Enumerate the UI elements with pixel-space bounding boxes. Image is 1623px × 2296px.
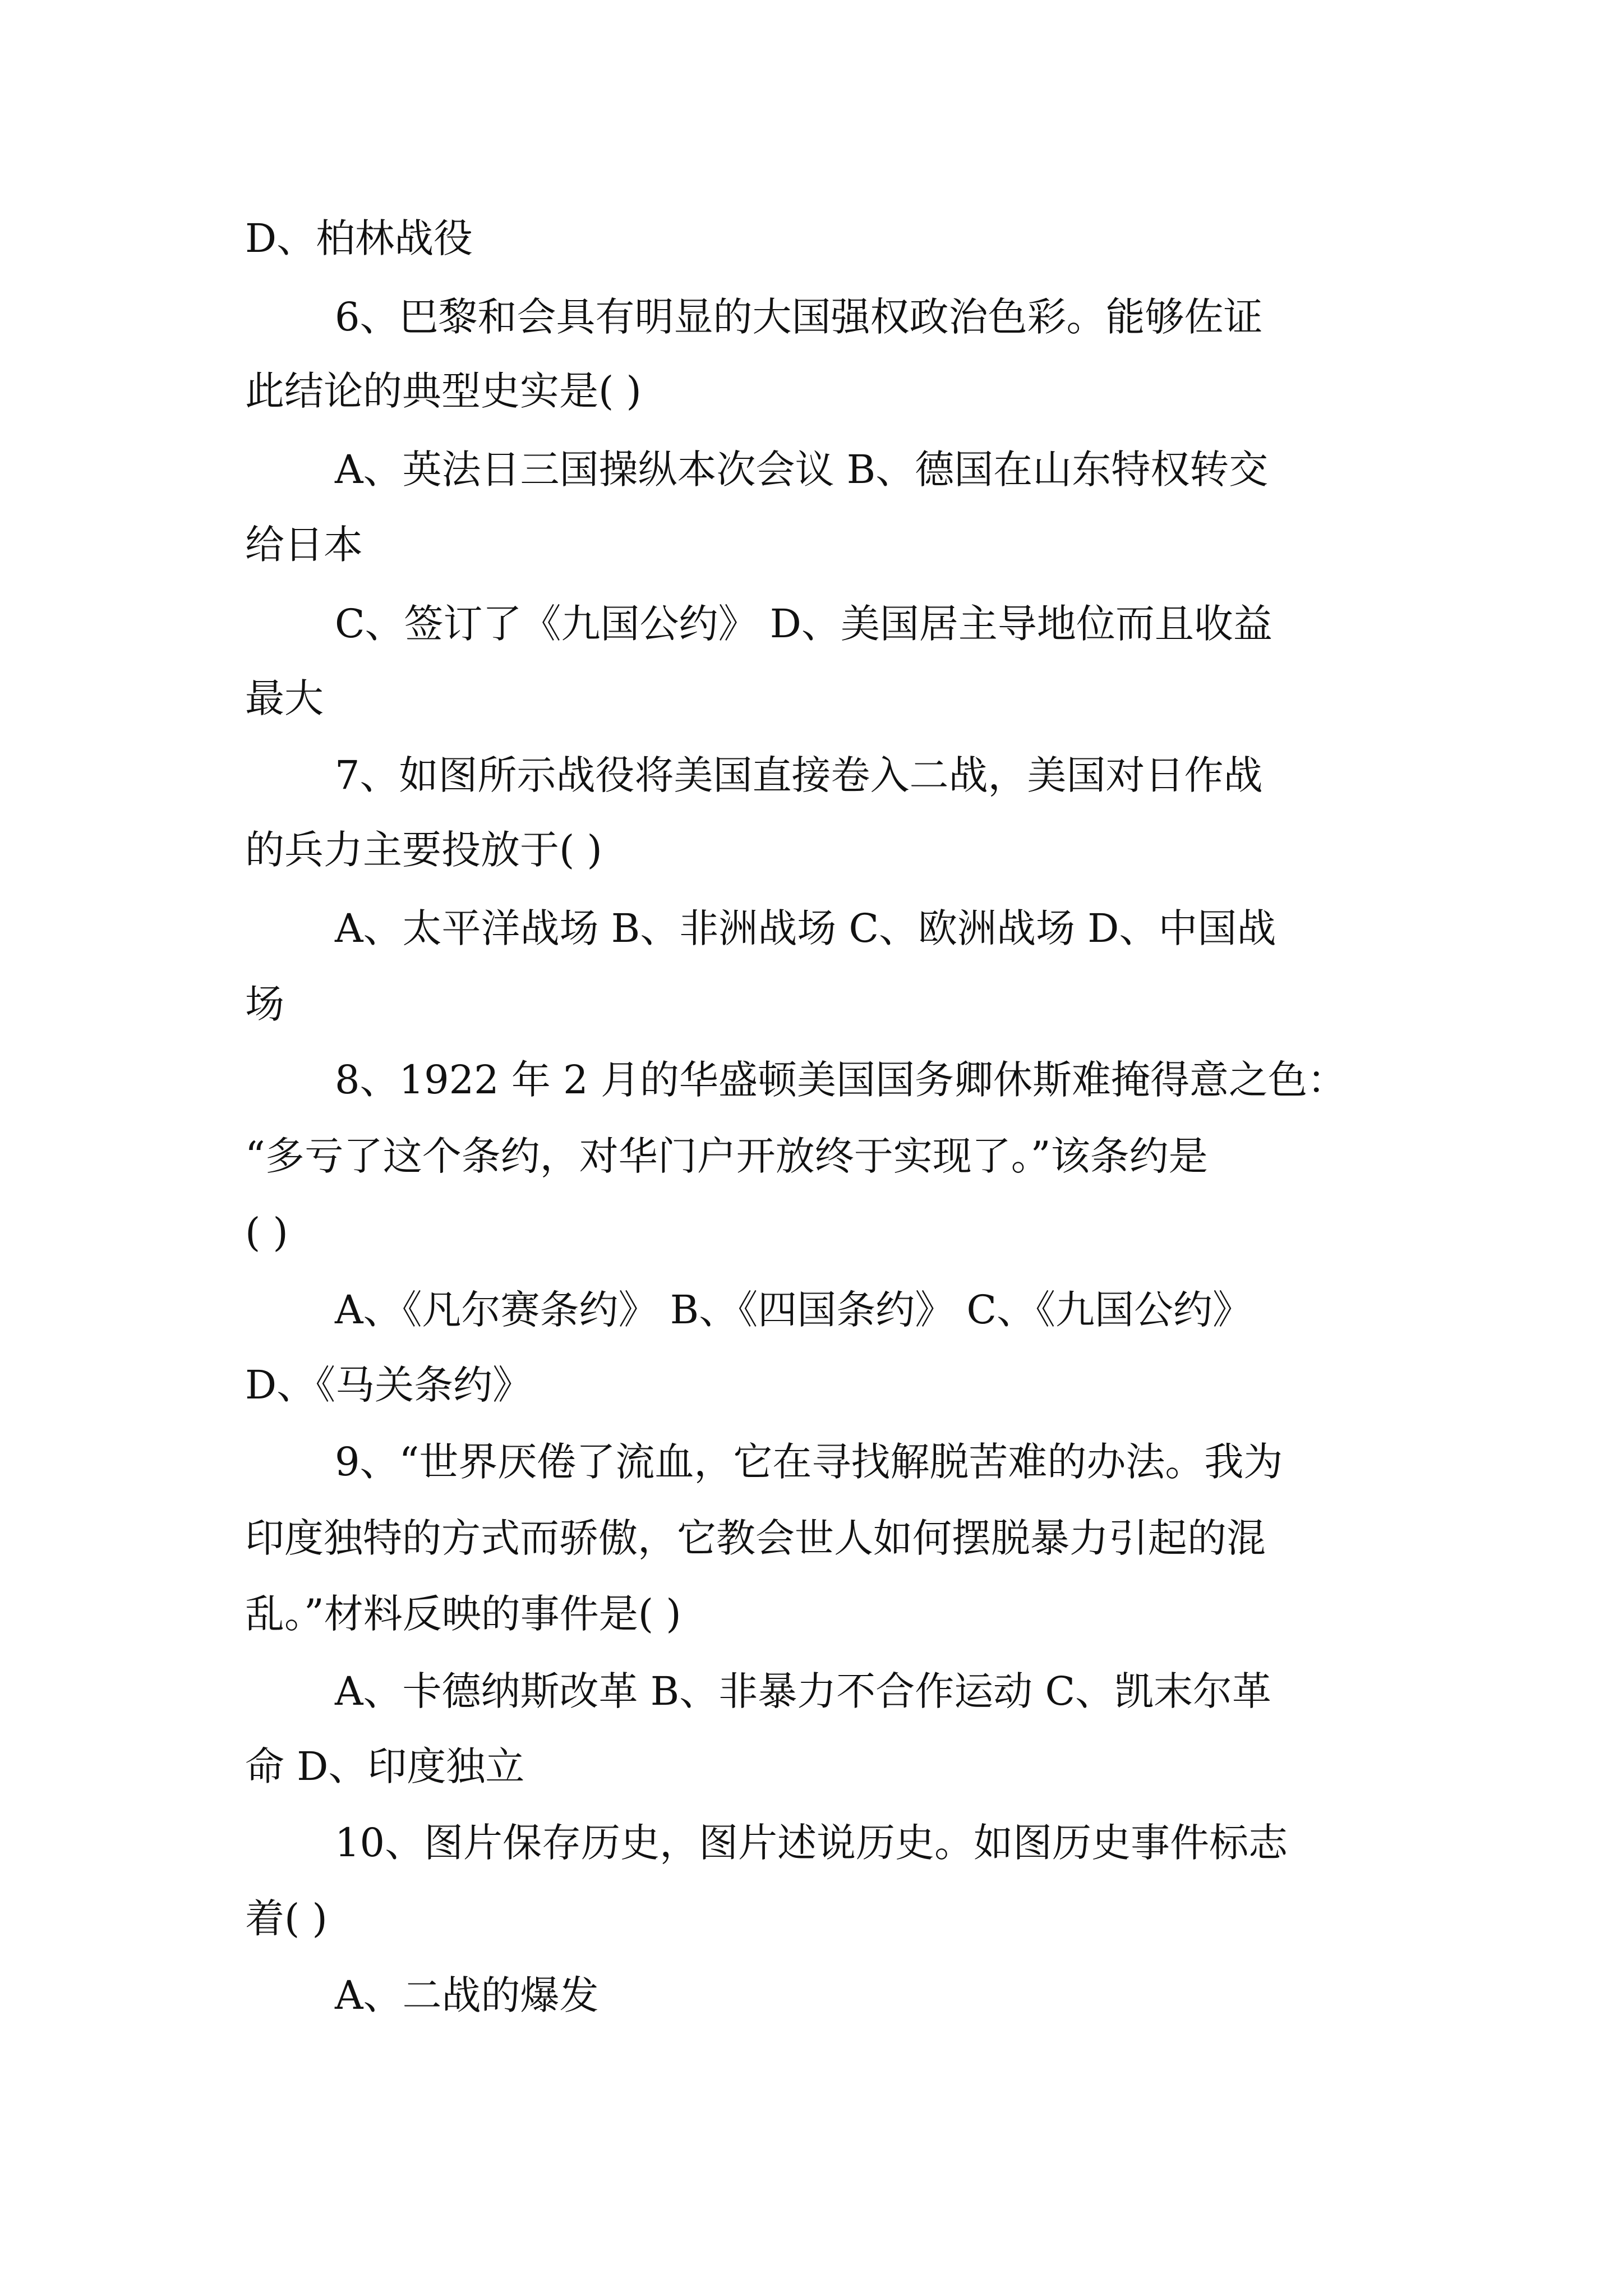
line-q6-options-3: C、签订了《九国公约》 D、美国居主导地位而且收益: [335, 601, 1272, 647]
line-q8-stem-2: “多亏了这个条约，对华门户开放终于实现了。”该条约是: [245, 1133, 1208, 1179]
line-q9-options-2: 命 D、印度独立: [245, 1743, 525, 1789]
line-q10-option-a: A、二战的爆发: [335, 1972, 599, 2018]
line-q7-stem-1: 7、如图所示战役将美国直接卷入二战，美国对日作战: [335, 752, 1263, 798]
line-q7-options-2: 场: [245, 981, 284, 1027]
line-q8-stem-3: ( ): [245, 1209, 288, 1255]
line-q6-stem-2: 此结论的典型史实是( ): [245, 368, 642, 414]
line-q6-options-2: 给日本: [245, 522, 363, 568]
line-q6-options-1: A、英法日三国操纵本次会议 B、德国在山东特权转交: [335, 447, 1269, 493]
line-q9-stem-2: 印度独特的方式而骄傲，它教会世人如何摆脱暴力引起的混: [245, 1515, 1266, 1561]
line-q9-stem-3: 乱。”材料反映的事件是( ): [245, 1591, 681, 1637]
line-q6-stem-1: 6、巴黎和会具有明显的大国强权政治色彩。能够佐证: [335, 294, 1263, 340]
line-q8-stem-1: 8、1922 年 2 月的华盛顿美国国务卿休斯难掩得意之色：: [335, 1057, 1347, 1103]
line-q10-stem-1: 10、图片保存历史，图片述说历史。如图历史事件标志: [335, 1820, 1288, 1866]
line-q8-options-2: D、《马关条约》: [245, 1362, 532, 1408]
line-q8-options-1: A、《凡尔赛条约》 B、《四国条约》 C、《九国公约》: [335, 1287, 1252, 1333]
line-q6-options-4: 最大: [245, 675, 324, 721]
line-q9-options-1: A、卡德纳斯改革 B、非暴力不合作运动 C、凯末尔革: [335, 1668, 1272, 1714]
line-q7-stem-2: 的兵力主要投放于( ): [245, 827, 602, 873]
line-q7-options-1: A、太平洋战场 B、非洲战场 C、欧洲战场 D、中国战: [335, 905, 1276, 951]
line-option-d-berlin: D、柏林战役: [245, 215, 473, 261]
line-q9-stem-1: 9、“世界厌倦了流血，它在寻找解脱苦难的办法。我为: [335, 1439, 1283, 1485]
line-q10-stem-2: 着( ): [245, 1895, 328, 1941]
